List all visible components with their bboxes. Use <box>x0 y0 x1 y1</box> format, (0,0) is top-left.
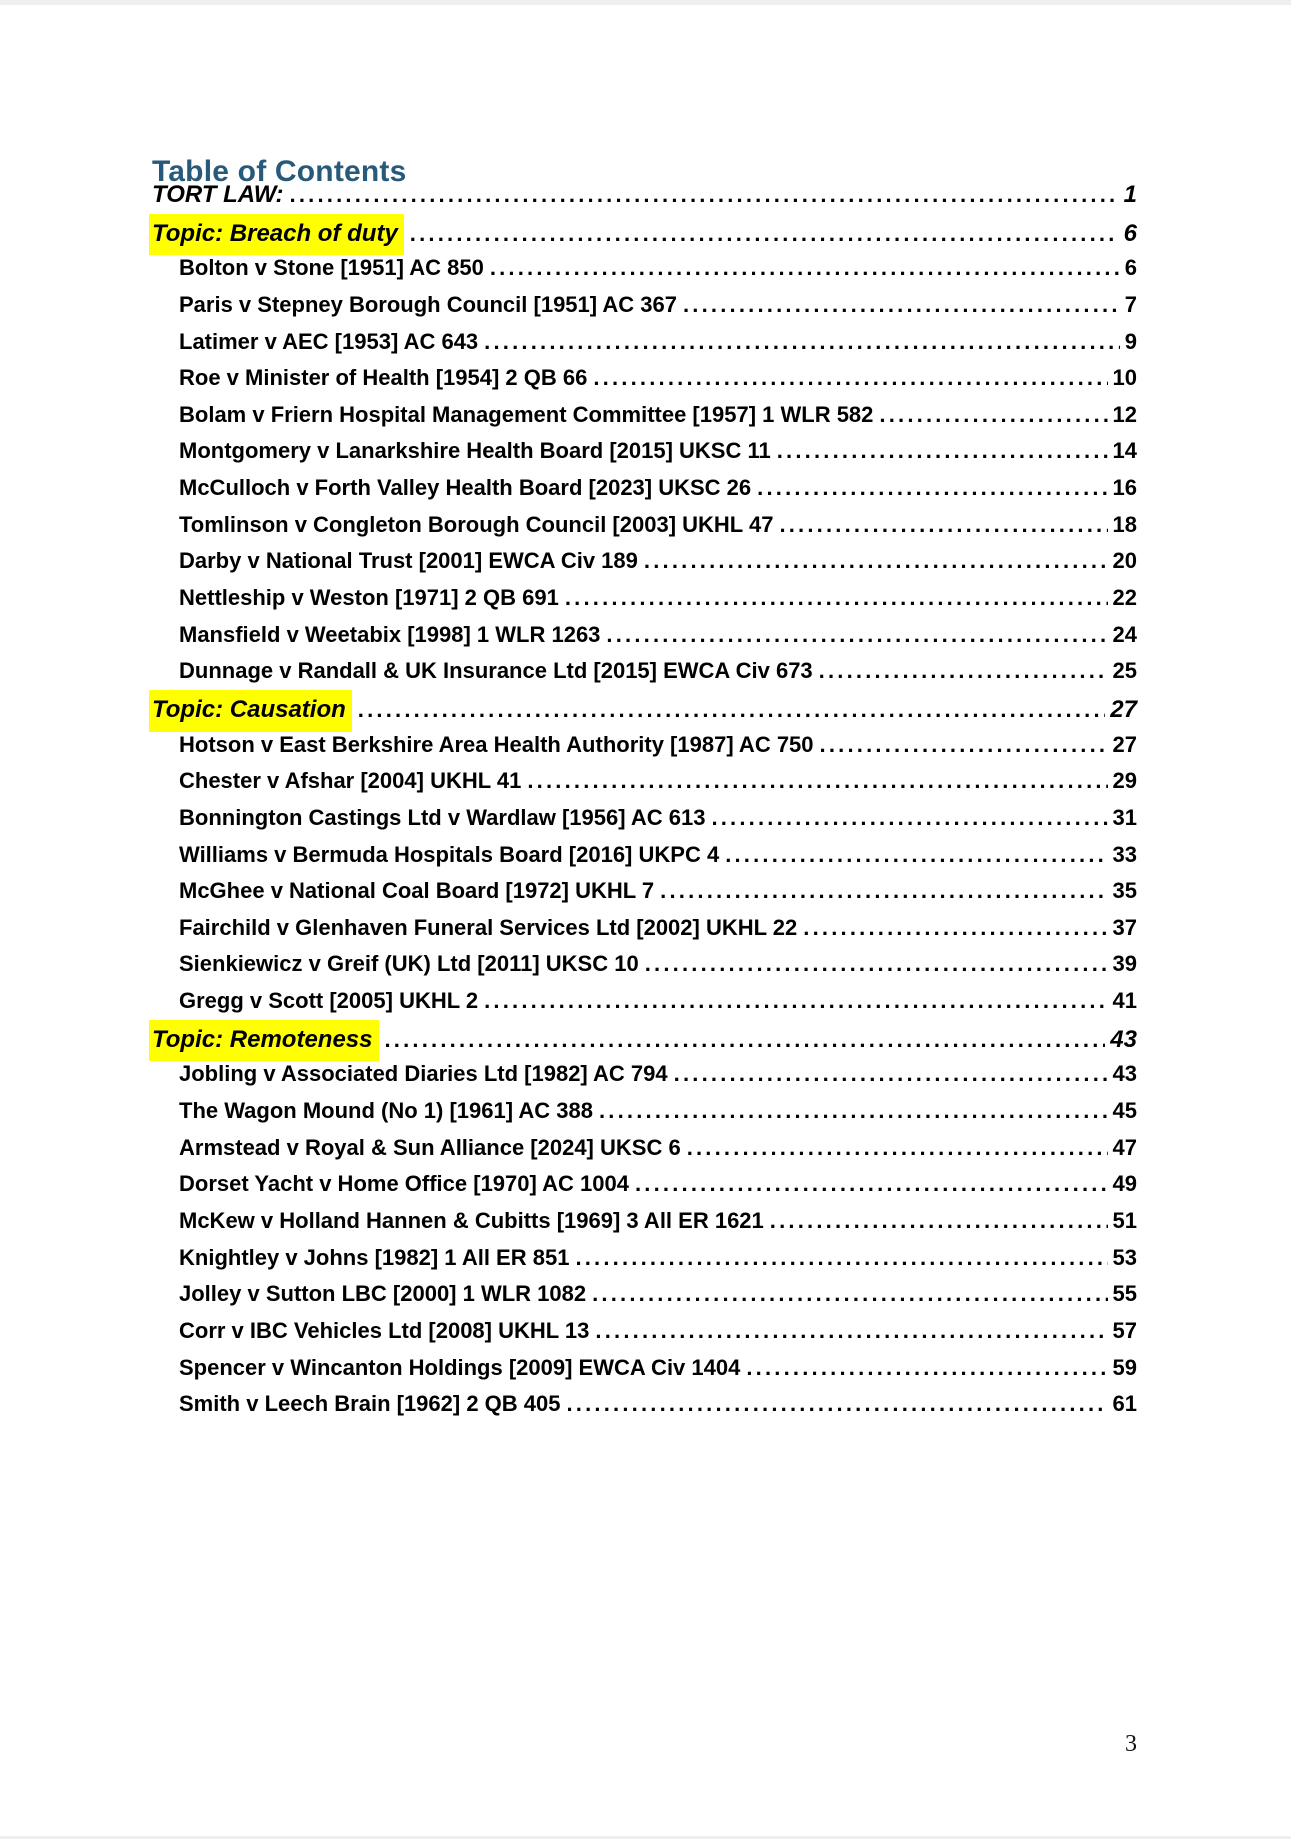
toc-entry[interactable] <box>152 580 1137 617</box>
toc-entry[interactable] <box>152 1166 1137 1203</box>
toc-entry-page-number: 33 <box>1112 841 1137 867</box>
leader-dots <box>599 1093 1108 1130</box>
toc-entry-label: McGhee v National Coal Board [1972] UKHL 7 <box>179 878 655 904</box>
leader-dots <box>820 727 1108 764</box>
toc-list <box>152 177 1137 1423</box>
toc-entry-page-number: 29 <box>1112 768 1137 794</box>
toc-entry[interactable] <box>152 837 1137 874</box>
toc-entry-label: Jolley v Sutton LBC [2000] 1 WLR 1082 <box>179 1281 587 1307</box>
leader-dots <box>711 800 1107 837</box>
toc-entry-page-number: 27 <box>1110 695 1137 723</box>
toc-entry-page-number: 51 <box>1112 1207 1137 1233</box>
toc-entry-page-number: 59 <box>1112 1354 1137 1380</box>
toc-entry[interactable] <box>152 1240 1137 1277</box>
toc-entry[interactable] <box>152 1276 1137 1313</box>
toc-entry-page-number: 24 <box>1112 621 1137 647</box>
toc-entry[interactable] <box>152 360 1137 397</box>
toc-entry[interactable] <box>152 1203 1137 1240</box>
toc-entry-page-number: 53 <box>1112 1244 1137 1270</box>
toc-entry-page-number: 37 <box>1112 914 1137 940</box>
leader-dots <box>645 946 1108 983</box>
toc-entry[interactable] <box>152 653 1137 690</box>
leader-dots <box>819 653 1108 690</box>
leader-dots <box>879 397 1107 434</box>
toc-entry[interactable] <box>152 1130 1137 1167</box>
toc-entry[interactable] <box>152 1350 1137 1387</box>
toc-entry[interactable] <box>152 470 1137 507</box>
toc-entry-label: Hotson v East Berkshire Area Health Authority [1987] AC 750 <box>179 731 814 757</box>
toc-entry[interactable] <box>152 507 1137 544</box>
leader-dots <box>595 1313 1107 1350</box>
toc-entry-label: McCulloch v Forth Valley Health Board [2023] UKSC 26 <box>179 475 752 501</box>
toc-entry-label: Darby v National Trust [2001] EWCA Civ 189 <box>179 548 638 574</box>
toc-entry-page-number: 14 <box>1112 438 1137 464</box>
leader-dots <box>683 287 1120 324</box>
toc-entry[interactable] <box>152 1020 1137 1057</box>
toc-entry[interactable] <box>152 1093 1137 1130</box>
toc-entry-page-number: 41 <box>1112 988 1137 1014</box>
toc-entry-label: Tomlinson v Congleton Borough Council [2003] UKHL 47 <box>179 511 774 537</box>
toc-entry-label: TORT LAW: <box>152 181 284 208</box>
toc-entry-label: Armstead v Royal & Sun Alliance [2024] UKSC 6 <box>179 1134 681 1160</box>
toc-entry-label: Spencer v Wincanton Holdings [2009] EWCA Civ 1404 <box>179 1354 741 1380</box>
toc-entry-label: Fairchild v Glenhaven Funeral Services Ltd [2002] UKHL 22 <box>179 914 798 940</box>
toc-entry[interactable] <box>152 910 1137 947</box>
leader-dots <box>385 1022 1106 1059</box>
toc-entry[interactable] <box>152 177 1137 214</box>
leader-dots <box>484 324 1120 361</box>
leader-dots <box>593 360 1107 397</box>
toc-entry[interactable] <box>152 324 1137 361</box>
toc-entry-page-number: 12 <box>1112 401 1137 427</box>
toc-entry[interactable] <box>152 1056 1137 1093</box>
toc-entry-page-number: 31 <box>1112 804 1137 830</box>
leader-dots <box>358 692 1106 729</box>
toc-entry-label: Gregg v Scott [2005] UKHL 2 <box>179 988 479 1014</box>
toc-entry-page-number: 22 <box>1112 585 1137 611</box>
toc-entry-label: Dunnage v Randall & UK Insurance Ltd [2015] EWCA Civ 673 <box>179 658 813 684</box>
toc-entry-page-number: 43 <box>1110 1025 1137 1053</box>
toc-entry-label: Bonnington Castings Ltd v Wardlaw [1956] AC 613 <box>179 804 706 830</box>
toc-entry-label: Corr v IBC Vehicles Ltd [2008] UKHL 13 <box>179 1317 590 1343</box>
leader-dots <box>565 580 1108 617</box>
toc-entry-label: Bolam v Friern Hospital Management Committee [1957] 1 WLR 582 <box>179 401 874 427</box>
toc-entry-page-number: 35 <box>1112 878 1137 904</box>
leader-dots <box>725 837 1107 874</box>
toc-entry[interactable] <box>152 727 1137 764</box>
toc-entry-page-number: 45 <box>1112 1098 1137 1124</box>
leader-dots <box>490 250 1120 287</box>
toc-entry-page-number: 55 <box>1112 1281 1137 1307</box>
toc-entry-page-number: 39 <box>1112 951 1137 977</box>
toc-entry[interactable] <box>152 763 1137 800</box>
toc-entry-label: Jobling v Associated Diaries Ltd [1982] AC 794 <box>179 1061 668 1087</box>
toc-entry[interactable] <box>152 690 1137 727</box>
toc-entry[interactable] <box>152 1386 1137 1423</box>
toc-entry-label: Montgomery v Lanarkshire Health Board [2015] UKSC 11 <box>179 438 771 464</box>
leader-dots <box>687 1130 1108 1167</box>
toc-entry[interactable] <box>152 1313 1137 1350</box>
toc-entry-page-number: 16 <box>1112 475 1137 501</box>
leader-dots <box>779 507 1107 544</box>
toc-entry[interactable] <box>152 287 1137 324</box>
leader-dots <box>410 216 1119 253</box>
toc-entry-page-number: 6 <box>1123 219 1137 247</box>
leader-dots <box>746 1350 1107 1387</box>
toc-entry-label: Smith v Leech Brain [1962] 2 QB 405 <box>179 1391 561 1417</box>
leader-dots <box>674 1056 1108 1093</box>
toc-entry-label: McKew v Holland Hannen & Cubitts [1969] 3 All ER 1621 <box>179 1207 764 1233</box>
toc-entry-page-number: 20 <box>1112 548 1137 574</box>
toc-entry-label: Topic: Breach of duty <box>149 214 404 256</box>
toc-entry-page-number: 61 <box>1112 1391 1137 1417</box>
leader-dots <box>660 873 1107 910</box>
toc-entry[interactable] <box>152 946 1137 983</box>
leader-dots <box>527 763 1107 800</box>
toc-entry-label: Mansfield v Weetabix [1998] 1 WLR 1263 <box>179 621 601 647</box>
leader-dots <box>592 1276 1107 1313</box>
leader-dots <box>635 1166 1108 1203</box>
toc-entry-label: Sienkiewicz v Greif (UK) Ltd [2011] UKSC 10 <box>179 951 639 977</box>
toc-entry-page-number: 49 <box>1112 1171 1137 1197</box>
toc-entry-label: Williams v Bermuda Hospitals Board [2016] UKPC 4 <box>179 841 720 867</box>
toc-entry-page-number: 25 <box>1112 658 1137 684</box>
toc-entry[interactable] <box>152 397 1137 434</box>
toc-entry-label: Roe v Minister of Health [1954] 2 QB 66 <box>179 365 588 391</box>
toc-entry-page-number: 18 <box>1112 511 1137 537</box>
toc-entry[interactable] <box>152 617 1137 654</box>
toc-entry[interactable] <box>152 800 1137 837</box>
leader-dots <box>606 617 1107 654</box>
leader-dots <box>484 983 1107 1020</box>
page-top-edge <box>0 0 1291 5</box>
toc-entry-page-number: 9 <box>1124 328 1137 354</box>
toc-entry-label: Knightley v Johns [1982] 1 All ER 851 <box>179 1244 570 1270</box>
leader-dots <box>290 177 1119 214</box>
leader-dots <box>757 470 1107 507</box>
leader-dots <box>803 910 1107 947</box>
leader-dots <box>575 1240 1107 1277</box>
toc-entry[interactable] <box>152 433 1137 470</box>
toc-entry-page-number: 27 <box>1112 731 1137 757</box>
toc-entry-page-number: 1 <box>1123 181 1137 208</box>
leader-dots <box>777 433 1108 470</box>
leader-dots <box>770 1203 1108 1240</box>
toc-entry-label: Chester v Afshar [2004] UKHL 41 <box>179 768 522 794</box>
toc-entry-label: Topic: Causation <box>149 690 352 732</box>
leader-dots <box>644 543 1108 580</box>
toc-entry-page-number: 7 <box>1124 291 1137 317</box>
toc-entry-page-number: 6 <box>1124 255 1137 281</box>
leader-dots <box>567 1386 1108 1423</box>
toc-entry-page-number: 43 <box>1112 1061 1137 1087</box>
toc-entry-label: The Wagon Mound (No 1) [1961] AC 388 <box>179 1098 593 1124</box>
toc-entry-label: Nettleship v Weston [1971] 2 QB 691 <box>179 585 559 611</box>
toc-entry-page-number: 10 <box>1112 365 1137 391</box>
toc-entry[interactable] <box>152 873 1137 910</box>
toc-entry[interactable] <box>152 543 1137 580</box>
toc-entry-page-number: 57 <box>1112 1317 1137 1343</box>
toc-entry-label: Paris v Stepney Borough Council [1951] AC 367 <box>179 291 677 317</box>
toc-entry-page-number: 47 <box>1112 1134 1137 1160</box>
toc-entry[interactable] <box>152 250 1137 287</box>
toc-entry-label: Dorset Yacht v Home Office [1970] AC 1004 <box>179 1171 629 1197</box>
toc-entry-label: Bolton v Stone [1951] AC 850 <box>179 255 484 281</box>
toc-entry-label: Latimer v AEC [1953] AC 643 <box>179 328 479 354</box>
toc-entry-label: Topic: Remoteness <box>149 1020 379 1062</box>
toc-entry[interactable] <box>152 983 1137 1020</box>
footer-page-number: 3 <box>1125 1731 1137 1757</box>
page-title: Table of Contents <box>152 155 407 188</box>
toc-entry[interactable] <box>152 214 1137 251</box>
